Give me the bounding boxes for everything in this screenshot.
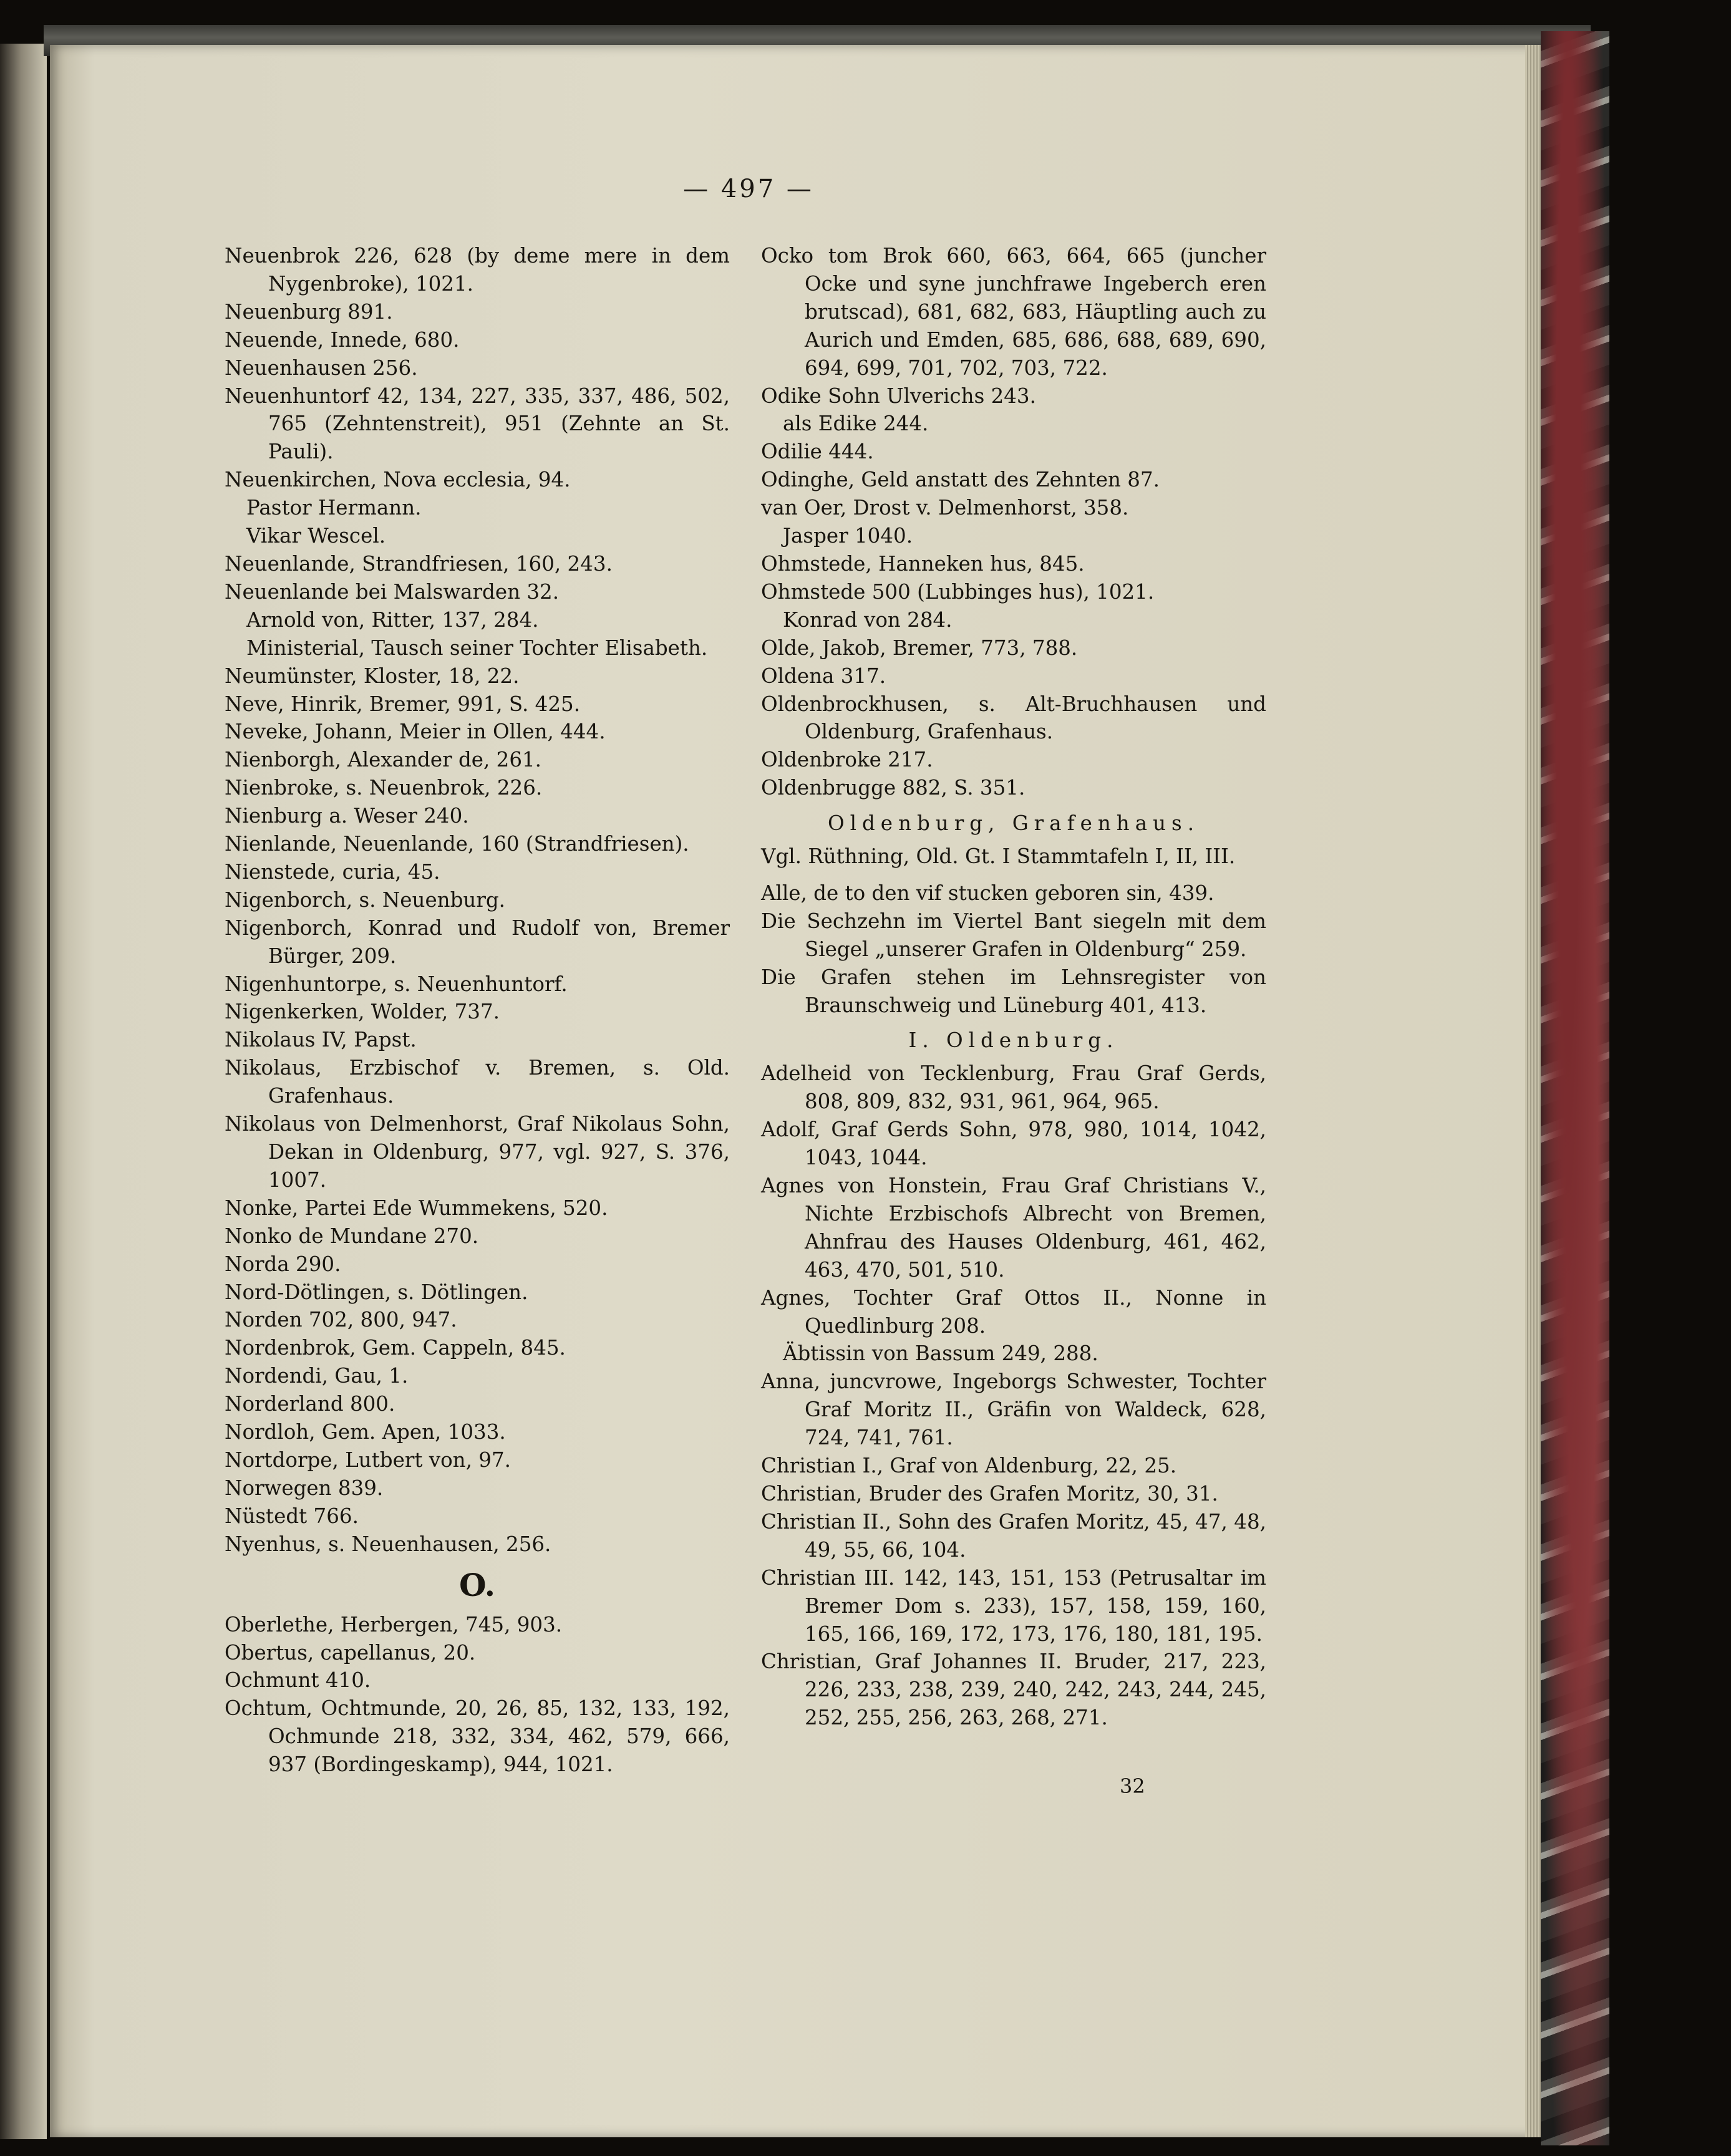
index-entry: Nigenhuntorpe, s. Neuenhuntorf. bbox=[225, 972, 568, 996]
index-entry: Christian I., Graf von Aldenburg, 22, 25. bbox=[761, 1454, 1177, 1478]
index-entry: Norderland 800. bbox=[225, 1392, 395, 1416]
index-entry: Nordendi, Gau, 1. bbox=[225, 1364, 409, 1388]
index-entry: Nienbroke, s. Neuenbrok, 226. bbox=[225, 776, 543, 800]
index-entry: Neuenhuntorf 42, 134, 227, 335, 337, 486, 502, 765 (Zehntenstreit), 951 (Zehnte an St. Pauli). bbox=[225, 384, 730, 464]
index-subentry: Äbtissin von Bassum 249, 288. bbox=[783, 1341, 1098, 1366]
index-entry: Ocko tom Brok 660, 663, 664, 665 (juncher Ocke und syne junchfrawe Ingeberch eren brutscad), 681, 682, 683, Häuptling auch zu Aurich und Emden, 685, 686, 688, 689, 690, 694, 699, 701, 702, 703, 722. bbox=[761, 244, 1266, 380]
index-entry: van Oer, Drost v. Delmenhorst, 358. bbox=[761, 496, 1129, 520]
index-entry: Nienborgh, Alexander de, 261. bbox=[225, 748, 542, 772]
index-entry: Neuenlande, Strandfriesen, 160, 243. bbox=[225, 551, 613, 576]
index-entry: Nikolaus von Delmenhorst, Graf Nikolaus Sohn, Dekan in Oldenburg, 977, vgl. 927, S. 376, 1007. bbox=[225, 1112, 730, 1192]
index-entry: Nigenborch, Konrad und Rudolf von, Bremer Bürger, 209. bbox=[225, 916, 730, 968]
index-entry: Norda 290. bbox=[225, 1252, 341, 1276]
page-edges bbox=[1525, 45, 1541, 2137]
index-entry: Oldenbrugge 882, S. 351. bbox=[761, 776, 1026, 800]
index-entry: Adelheid von Tecklenburg, Frau Graf Gerds, 808, 809, 832, 931, 961, 964, 965. bbox=[761, 1061, 1266, 1114]
index-entry: Olde, Jakob, Bremer, 773, 788. bbox=[761, 636, 1078, 660]
index-entry: Ochtum, Ochtmunde, 20, 26, 85, 132, 133, 192, Ochmunde 218, 332, 334, 462, 579, 666, 937 (Bordingeskamp), 944, 1021. bbox=[225, 1696, 730, 1777]
index-entry: Alle, de to den vif stucken geboren sin, 439. bbox=[761, 881, 1215, 905]
index-entry: Die Sechzehn im Viertel Bant siegeln mit dem Siegel „unserer Grafen in Oldenburg“ 259. bbox=[761, 909, 1266, 961]
index-entry: Oldenbrockhusen, s. Alt-Bruchhausen und Oldenburg, Grafenhaus. bbox=[761, 692, 1266, 744]
index-entry: Nortdorpe, Lutbert von, 97. bbox=[225, 1448, 511, 1472]
index-entry: Nikolaus IV, Papst. bbox=[225, 1028, 417, 1052]
section-subheading: Oldenburg, Grafenhaus. bbox=[827, 811, 1200, 836]
index-entry: Odilie 444. bbox=[761, 440, 874, 464]
index-entry: Neuenhausen 256. bbox=[225, 355, 418, 380]
index-entry: Agnes von Honstein, Frau Graf Christians V., Nichte Erzbischofs Albrecht von Bremen, Ahnfrau des Hauses Oldenburg, 461, 462, 463, 470, 501, 510. bbox=[761, 1174, 1266, 1282]
index-subentry: als Edike 244. bbox=[783, 412, 929, 436]
index-entry: Adolf, Graf Gerds Sohn, 978, 980, 1014, 1042, 1043, 1044. bbox=[761, 1118, 1266, 1170]
index-entry: Neuende, Innede, 680. bbox=[225, 327, 460, 352]
index-entry: Oberlethe, Herbergen, 745, 903. bbox=[225, 1612, 563, 1636]
section-letter-heading: O. bbox=[458, 1566, 496, 1603]
index-entry: Neveke, Johann, Meier in Ollen, 444. bbox=[225, 720, 606, 744]
index-entry: Oldenbroke 217. bbox=[761, 748, 933, 772]
index-entry: Norwegen 839. bbox=[225, 1476, 384, 1500]
index-subentry: Arnold von, Ritter, 137, 284. bbox=[246, 607, 539, 632]
index-entry: Nord-Dötlingen, s. Dötlingen. bbox=[225, 1280, 528, 1304]
index-entry: Ohmstede, Hanneken hus, 845. bbox=[761, 551, 1085, 576]
index-entry: Neuenkirchen, Nova ecclesia, 94. bbox=[225, 468, 571, 492]
section-subheading: I. Oldenburg. bbox=[908, 1028, 1119, 1053]
index-entry: Christian, Bruder des Grafen Moritz, 30, 31. bbox=[761, 1481, 1218, 1506]
index-entry: Nienstede, curia, 45. bbox=[225, 859, 440, 884]
index-entry: Obertus, capellanus, 20. bbox=[225, 1640, 476, 1665]
signature-mark: 32 bbox=[1120, 1774, 1145, 1798]
index-column-right bbox=[761, 242, 1266, 1732]
index-subentry: Pastor Hermann. bbox=[246, 496, 422, 520]
index-entry: Neuenburg 891. bbox=[225, 299, 393, 324]
index-subentry: Vikar Wescel. bbox=[246, 524, 386, 548]
left-page-fragment bbox=[0, 44, 47, 2139]
index-entry: Nordloh, Gem. Apen, 1033. bbox=[225, 1420, 506, 1444]
index-entry: Nienburg a. Weser 240. bbox=[225, 804, 469, 828]
index-entry: Neve, Hinrik, Bremer, 991, S. 425. bbox=[225, 692, 581, 716]
index-entry: Nigenkerken, Wolder, 737. bbox=[225, 1000, 500, 1024]
marbled-cover-board bbox=[1541, 31, 1609, 2145]
index-subentry: Konrad von 284. bbox=[783, 607, 953, 632]
index-entry: Nienlande, Neuenlande, 160 (Strandfriesen). bbox=[225, 832, 689, 856]
index-subentry: Jasper 1040. bbox=[783, 524, 913, 548]
index-entry: Norden 702, 800, 947. bbox=[225, 1308, 457, 1332]
index-entry: Agnes, Tochter Graf Ottos II., Nonne in Quedlinburg 208. bbox=[761, 1285, 1266, 1338]
index-entry: Die Grafen stehen im Lehnsregister von Braunschweig und Lüneburg 401, 413. bbox=[761, 965, 1266, 1017]
index-entry: Vgl. Rüthning, Old. Gt. I Stammtafeln I, II, III. bbox=[761, 844, 1236, 869]
index-entry: Odinghe, Geld anstatt des Zehnten 87. bbox=[761, 468, 1160, 492]
index-entry: Anna, juncvrowe, Ingeborgs Schwester, Tochter Graf Moritz II., Gräfin von Waldeck, 628, 724, 741, 761. bbox=[761, 1370, 1266, 1450]
index-entry: Christian II., Sohn des Grafen Moritz, 45, 47, 48, 49, 55, 66, 104. bbox=[761, 1509, 1266, 1562]
index-entry: Ochmunt 410. bbox=[225, 1668, 371, 1693]
index-entry: Nigenborch, s. Neuenburg. bbox=[225, 887, 506, 912]
index-entry: Christian III. 142, 143, 151, 153 (Petrusaltar im Bremer Dom s. 233), 157, 158, 159, 160, 165, 166, 169, 172, 173, 176, 180, 181, 195. bbox=[761, 1565, 1266, 1646]
index-entry: Christian, Graf Johannes II. Bruder, 217, 223, 226, 233, 238, 239, 240, 242, 243, 244, 245, 252, 255, 256, 263, 268, 271. bbox=[761, 1650, 1266, 1730]
index-entry: Odike Sohn Ulverichs 243. bbox=[761, 384, 1036, 408]
index-column-left bbox=[225, 242, 730, 1779]
index-entry: Nonke, Partei Ede Wummekens, 520. bbox=[225, 1196, 608, 1220]
index-entry: Nordenbrok, Gem. Cappeln, 845. bbox=[225, 1336, 566, 1360]
index-entry: Oldena 317. bbox=[761, 664, 886, 688]
index-subentry: Ministerial, Tausch seiner Tochter Elisabeth. bbox=[246, 636, 708, 660]
index-entry: Neumünster, Kloster, 18, 22. bbox=[225, 664, 520, 688]
index-entry: Neuenlande bei Malswarden 32. bbox=[225, 579, 560, 604]
index-entry: Nonko de Mundane 270. bbox=[225, 1224, 479, 1248]
index-entry: Ohmstede 500 (Lubbinges hus), 1021. bbox=[761, 579, 1155, 604]
index-entry: Nikolaus, Erzbischof v. Bremen, s. Old. Grafenhaus. bbox=[225, 1056, 730, 1108]
page-number: — 497 — bbox=[683, 175, 814, 203]
index-entry: Nüstedt 766. bbox=[225, 1504, 359, 1528]
index-entry: Nyenhus, s. Neuenhausen, 256. bbox=[225, 1532, 551, 1556]
index-entry: Neuenbrok 226, 628 (by deme mere in dem Nygenbroke), 1021. bbox=[225, 244, 730, 296]
